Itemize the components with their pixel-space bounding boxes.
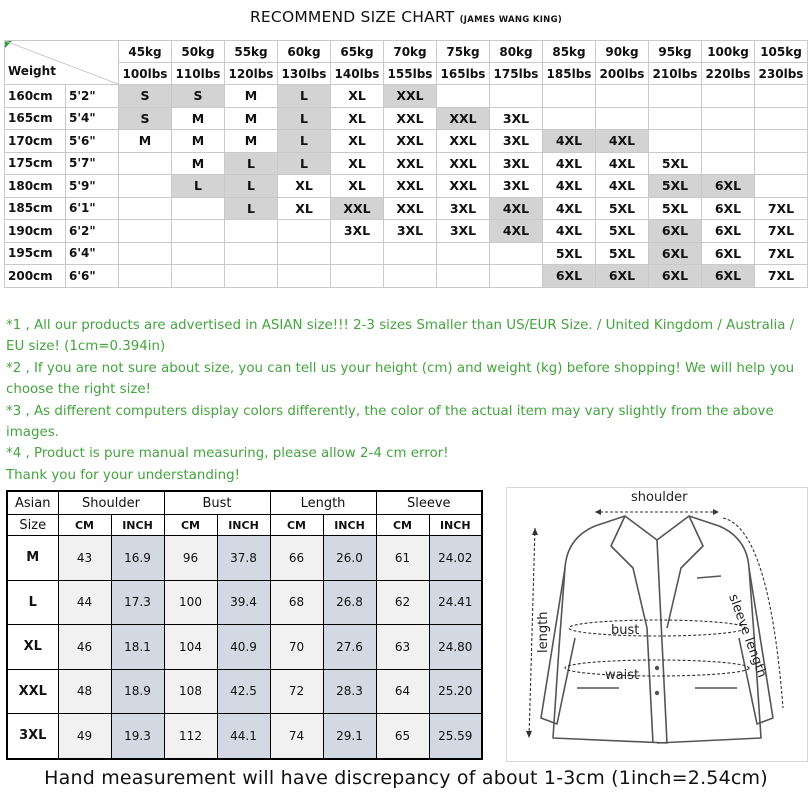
weight-kg-12: 105kg xyxy=(755,41,808,63)
size-cell: 7XL xyxy=(755,220,808,243)
cm-value: 43 xyxy=(58,536,111,581)
size-cell: 4XL xyxy=(543,175,596,198)
size-cell: XXL xyxy=(437,107,490,130)
cm-value: 66 xyxy=(270,536,323,581)
size-cell: XXL xyxy=(384,130,437,153)
size-cell xyxy=(490,85,543,108)
bust-label: bust xyxy=(611,623,640,638)
size-label: L xyxy=(7,580,58,625)
size-cell xyxy=(119,242,172,265)
cm-value: 63 xyxy=(376,625,429,670)
size-cell: M xyxy=(225,130,278,153)
inch-value: 27.6 xyxy=(323,625,376,670)
sleeve-length-label: sleeve length xyxy=(725,592,770,680)
weight-lbs-1: 110lbs xyxy=(172,63,225,85)
inch-value: 18.9 xyxy=(111,669,164,714)
inch-value: 42.5 xyxy=(217,669,270,714)
weight-lbs-3: 130lbs xyxy=(278,63,331,85)
size-cell: L xyxy=(278,152,331,175)
size-label: XXL xyxy=(7,669,58,714)
height-cm: 195cm xyxy=(5,242,66,265)
weight-lbs-4: 140lbs xyxy=(331,63,384,85)
height-cm: 175cm xyxy=(5,152,66,175)
size-cell: 3XL xyxy=(331,220,384,243)
cm-value: 49 xyxy=(58,714,111,759)
length-header: Length xyxy=(270,491,376,515)
unit-header-4: CM xyxy=(270,515,323,536)
inch-value: 25.20 xyxy=(429,669,482,714)
size-cell xyxy=(543,107,596,130)
inch-value: 24.41 xyxy=(429,580,482,625)
unit-header-0: CM xyxy=(58,515,111,536)
inch-value: 18.1 xyxy=(111,625,164,670)
size-cell xyxy=(649,130,702,153)
unit-header-6: CM xyxy=(376,515,429,536)
height-row xyxy=(5,242,808,265)
inch-value: 16.9 xyxy=(111,536,164,581)
weight-kg-6: 75kg xyxy=(437,41,490,63)
height-row xyxy=(5,220,808,243)
height-row xyxy=(5,152,808,175)
inch-value: 25.59 xyxy=(429,714,482,759)
size-cell xyxy=(490,265,543,288)
height-cm: 180cm xyxy=(5,175,66,198)
cm-value: 70 xyxy=(270,625,323,670)
unit-header-5: INCH xyxy=(323,515,376,536)
weight-kg-9: 90kg xyxy=(596,41,649,63)
measurement-row xyxy=(7,625,482,670)
size-cell xyxy=(278,220,331,243)
size-cell: 4XL xyxy=(596,130,649,153)
inch-value: 26.8 xyxy=(323,580,376,625)
size-cell: 7XL xyxy=(755,197,808,220)
size-cell: XXL xyxy=(384,85,437,108)
size-cell: L xyxy=(225,175,278,198)
size-cell xyxy=(331,242,384,265)
height-row xyxy=(5,85,808,108)
size-cell xyxy=(119,152,172,175)
cm-value: 44 xyxy=(58,580,111,625)
height-ft: 5'4" xyxy=(66,107,119,130)
size-cell: XL xyxy=(278,197,331,220)
size-label: XL xyxy=(7,625,58,670)
weight-lbs-6: 165lbs xyxy=(437,63,490,85)
height-cm: 160cm xyxy=(5,85,66,108)
weight-lbs-11: 220lbs xyxy=(702,63,755,85)
cm-value: 112 xyxy=(164,714,217,759)
size-cell xyxy=(119,220,172,243)
size-cell: XXL xyxy=(384,152,437,175)
weight-lbs-0: 100lbs xyxy=(119,63,172,85)
size-cell: 6XL xyxy=(702,197,755,220)
cm-value: 61 xyxy=(376,536,429,581)
size-cell xyxy=(437,85,490,108)
size-cell xyxy=(596,107,649,130)
size-cell: 4XL xyxy=(596,152,649,175)
shoulder-header: Shoulder xyxy=(58,491,164,515)
size-cell: 6XL xyxy=(649,265,702,288)
weight-height-corner xyxy=(5,41,119,85)
unit-header-7: INCH xyxy=(429,515,482,536)
size-cell xyxy=(119,197,172,220)
size-cell: 5XL xyxy=(649,197,702,220)
weight-kg-0: 45kg xyxy=(119,41,172,63)
size-cell: 6XL xyxy=(543,265,596,288)
jacket-diagram xyxy=(506,487,808,762)
size-cell xyxy=(172,265,225,288)
note-thanks: Thank you for your understanding! xyxy=(6,467,240,483)
inch-value: 29.1 xyxy=(323,714,376,759)
size-cell: 6XL xyxy=(649,242,702,265)
size-cell xyxy=(225,220,278,243)
cm-value: 48 xyxy=(58,669,111,714)
weight-kg-8: 85kg xyxy=(543,41,596,63)
size-cell xyxy=(755,85,808,108)
size-cell: 5XL xyxy=(649,152,702,175)
height-ft: 5'2" xyxy=(66,85,119,108)
size-label: 3XL xyxy=(7,714,58,759)
size-label: M xyxy=(7,536,58,581)
cm-value: 64 xyxy=(376,669,429,714)
size-cell xyxy=(119,265,172,288)
note-4: *4 , Product is pure manual measuring, please allow 2-4 cm error! xyxy=(6,446,449,462)
size-cell: XXL xyxy=(437,130,490,153)
jacket-illustration xyxy=(507,488,807,761)
height-ft: 6'2" xyxy=(66,220,119,243)
size-cell: 4XL xyxy=(543,130,596,153)
weight-lbs-2: 120lbs xyxy=(225,63,278,85)
inch-value: 24.02 xyxy=(429,536,482,581)
bust-header: Bust xyxy=(164,491,270,515)
cm-value: 68 xyxy=(270,580,323,625)
height-cm: 190cm xyxy=(5,220,66,243)
size-cell xyxy=(172,220,225,243)
size-cell: L xyxy=(278,107,331,130)
size-cell xyxy=(225,242,278,265)
size-cell xyxy=(384,242,437,265)
measurement-row xyxy=(7,669,482,714)
size-cell xyxy=(755,107,808,130)
unit-header-2: CM xyxy=(164,515,217,536)
height-row xyxy=(5,175,808,198)
size-cell: XXL xyxy=(437,152,490,175)
size-cell xyxy=(278,242,331,265)
weight-kg-11: 100kg xyxy=(702,41,755,63)
note-1: *1 , All our products are advertised in ASIAN size!!! 2-3 sizes Smaller than US/EUR Size. / United Kingdom / Australia / EU size! (1cm=0.394in) xyxy=(6,318,795,355)
inch-value: 40.9 xyxy=(217,625,270,670)
size-cell: 4XL xyxy=(490,197,543,220)
shoulder-label: shoulder xyxy=(631,490,688,505)
size-cell: XL xyxy=(331,175,384,198)
cm-value: 46 xyxy=(58,625,111,670)
sleeve-header: Sleeve xyxy=(376,491,482,515)
size-cell: M xyxy=(172,107,225,130)
height-cm: 170cm xyxy=(5,130,66,153)
size-cell xyxy=(331,265,384,288)
size-cell xyxy=(225,265,278,288)
size-cell: 7XL xyxy=(755,242,808,265)
height-cm: 200cm xyxy=(5,265,66,288)
weight-lbs-10: 210lbs xyxy=(649,63,702,85)
cm-value: 74 xyxy=(270,714,323,759)
size-cell xyxy=(649,107,702,130)
weight-kg-7: 80kg xyxy=(490,41,543,63)
weight-lbs-7: 175lbs xyxy=(490,63,543,85)
measurement-row xyxy=(7,580,482,625)
height-cm: 165cm xyxy=(5,107,66,130)
unit-header-1: INCH xyxy=(111,515,164,536)
weight-kg-5: 70kg xyxy=(384,41,437,63)
size-cell xyxy=(278,265,331,288)
size-cell: L xyxy=(172,175,225,198)
length-label: length xyxy=(536,611,551,653)
size-cell: 5XL xyxy=(596,220,649,243)
size-cell: M xyxy=(172,152,225,175)
inch-value: 39.4 xyxy=(217,580,270,625)
footer-note: Hand measurement will have discrepancy of about 1-3cm (1inch=2.54cm) xyxy=(44,767,768,789)
weight-lbs-5: 155lbs xyxy=(384,63,437,85)
size-cell xyxy=(755,152,808,175)
measurement-row xyxy=(7,714,482,759)
size-cell: 3XL xyxy=(437,220,490,243)
size-cell: M xyxy=(172,130,225,153)
size-cell xyxy=(119,175,172,198)
size-cell xyxy=(172,242,225,265)
size-cell: XXL xyxy=(384,175,437,198)
size-cell xyxy=(490,242,543,265)
height-row xyxy=(5,130,808,153)
height-row xyxy=(5,265,808,288)
size-cell: 7XL xyxy=(755,265,808,288)
size-cell: 4XL xyxy=(543,197,596,220)
size-cell xyxy=(649,85,702,108)
note-3: *3 , As different computers display colors differently, the color of the actual item may vary slightly from the above images. xyxy=(6,403,774,441)
size-cell: 5XL xyxy=(596,197,649,220)
corner-height-label xyxy=(14,83,59,85)
size-cell: XL xyxy=(278,175,331,198)
recommend-size-table xyxy=(4,40,808,288)
size-cell: M xyxy=(225,107,278,130)
size-cell xyxy=(172,197,225,220)
size-cell: 3XL xyxy=(490,130,543,153)
size-cell: XL xyxy=(331,85,384,108)
size-cell: XL xyxy=(331,152,384,175)
size-cell: M xyxy=(119,130,172,153)
chart-title-main: RECOMMEND SIZE CHART xyxy=(249,8,455,26)
size-cell xyxy=(755,175,808,198)
asian-header: Asian xyxy=(7,491,58,515)
size-cell xyxy=(384,265,437,288)
size-cell: L xyxy=(278,130,331,153)
size-cell: 3XL xyxy=(384,220,437,243)
height-ft: 5'6" xyxy=(66,130,119,153)
weight-lbs-8: 185lbs xyxy=(543,63,596,85)
height-row xyxy=(5,107,808,130)
cm-value: 100 xyxy=(164,580,217,625)
size-cell: 5XL xyxy=(649,175,702,198)
size-cell: 5XL xyxy=(543,242,596,265)
weight-lbs-12: 230lbs xyxy=(755,63,808,85)
inch-value: 37.8 xyxy=(217,536,270,581)
size-cell xyxy=(702,85,755,108)
unit-header-3: INCH xyxy=(217,515,270,536)
size-cell: 6XL xyxy=(702,220,755,243)
size-cell xyxy=(437,265,490,288)
corner-weight-label: Weight xyxy=(8,64,56,78)
size-cell: S xyxy=(119,85,172,108)
size-cell: 6XL xyxy=(649,220,702,243)
size-cell xyxy=(755,130,808,153)
size-cell: M xyxy=(225,85,278,108)
size-cell: XXL xyxy=(384,107,437,130)
cm-value: 104 xyxy=(164,625,217,670)
size-cell: 6XL xyxy=(702,175,755,198)
height-ft: 5'7" xyxy=(66,152,119,175)
cm-value: 72 xyxy=(270,669,323,714)
size-cell: 4XL xyxy=(543,152,596,175)
measurement-table xyxy=(6,490,483,760)
cm-value: 96 xyxy=(164,536,217,581)
size-cell xyxy=(596,85,649,108)
weight-kg-10: 95kg xyxy=(649,41,702,63)
size-cell: L xyxy=(278,85,331,108)
size-cell: S xyxy=(172,85,225,108)
size-header: Size xyxy=(7,515,58,536)
size-cell: XL xyxy=(331,130,384,153)
size-cell: 3XL xyxy=(490,175,543,198)
chart-title-brand: (JAMES WANG KING) xyxy=(459,15,563,25)
inch-value: 19.3 xyxy=(111,714,164,759)
cm-value: 65 xyxy=(376,714,429,759)
inch-value: 24.80 xyxy=(429,625,482,670)
measurement-row xyxy=(7,536,482,581)
size-cell xyxy=(437,242,490,265)
weight-kg-4: 65kg xyxy=(331,41,384,63)
cm-value: 62 xyxy=(376,580,429,625)
height-row xyxy=(5,197,808,220)
height-ft: 6'1" xyxy=(66,197,119,220)
inch-value: 28.3 xyxy=(323,669,376,714)
size-cell: 3XL xyxy=(490,152,543,175)
inch-value: 17.3 xyxy=(111,580,164,625)
weight-lbs-9: 200lbs xyxy=(596,63,649,85)
chart-title xyxy=(0,8,812,26)
size-cell: 6XL xyxy=(702,242,755,265)
weight-kg-3: 60kg xyxy=(278,41,331,63)
size-cell: L xyxy=(225,197,278,220)
size-cell: 6XL xyxy=(702,265,755,288)
weight-kg-1: 50kg xyxy=(172,41,225,63)
size-cell: 4XL xyxy=(543,220,596,243)
size-cell: 4XL xyxy=(596,175,649,198)
size-cell: L xyxy=(225,152,278,175)
size-cell xyxy=(702,152,755,175)
cm-value: 108 xyxy=(164,669,217,714)
size-cell: 6XL xyxy=(596,265,649,288)
size-cell: XXL xyxy=(384,197,437,220)
size-cell xyxy=(543,85,596,108)
size-cell: 4XL xyxy=(490,220,543,243)
height-ft: 6'6" xyxy=(66,265,119,288)
size-cell: XXL xyxy=(437,175,490,198)
size-cell xyxy=(702,130,755,153)
inch-value: 44.1 xyxy=(217,714,270,759)
waist-label: waist xyxy=(605,668,640,683)
height-ft: 6'4" xyxy=(66,242,119,265)
weight-kg-2: 55kg xyxy=(225,41,278,63)
height-cm: 185cm xyxy=(5,197,66,220)
size-cell xyxy=(702,107,755,130)
size-cell: S xyxy=(119,107,172,130)
size-cell: XL xyxy=(331,107,384,130)
note-2: *2 , If you are not sure about size, you can tell us your height (cm) and weight (kg) before shopping! We will help you choose the right size! xyxy=(6,360,795,398)
size-cell: 3XL xyxy=(437,197,490,220)
size-cell: 3XL xyxy=(490,107,543,130)
height-ft: 5'9" xyxy=(66,175,119,198)
size-cell: XXL xyxy=(331,197,384,220)
notes xyxy=(6,315,808,486)
inch-value: 26.0 xyxy=(323,536,376,581)
size-cell: 5XL xyxy=(596,242,649,265)
